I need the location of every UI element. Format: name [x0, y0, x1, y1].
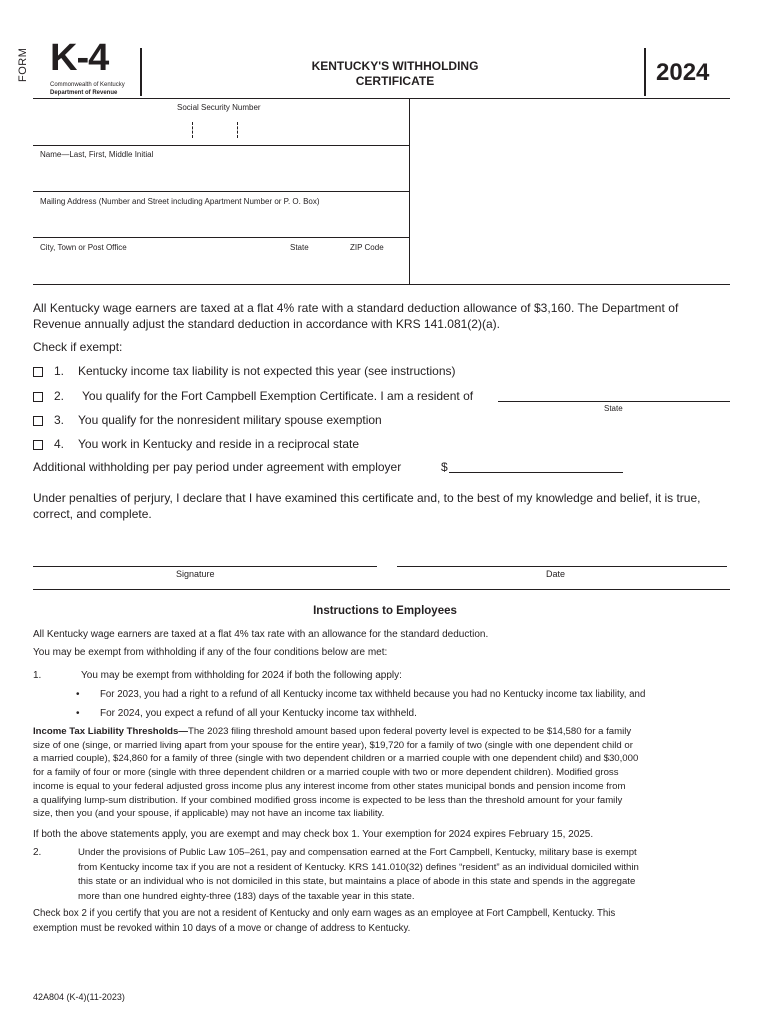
- signature-input[interactable]: [33, 546, 377, 567]
- state-label: State: [290, 243, 309, 252]
- exemption-1-text: Kentucky income tax liability is not expected this year (see instructions): [78, 364, 456, 378]
- intro-line-1: All Kentucky wage earners are taxed at a flat 4% rate with a standard deduction allowance of $3,160. The Department of: [33, 301, 679, 315]
- certificate-title-line-2: CERTIFICATE: [355, 74, 435, 88]
- thresholds-line: size of one (singe, or married living apart from your spouse for the entire year), $19,720 for a family of two (single with one dependent child or: [33, 739, 633, 751]
- state-input[interactable]: [285, 255, 340, 283]
- thresholds-line: income is equal to your federal adjusted gross income plus any interest income from other states municipal bonds and pension income from: [33, 780, 626, 792]
- agency-line-2: Department of Revenue: [50, 90, 118, 96]
- check-box-2-line-1: Check box 2 if you certify that you are not a resident of Kentucky and only earn wages as an employee at Fort Campbell, Kentucky. This: [33, 908, 616, 919]
- exemption-1-number: 1.: [54, 364, 65, 378]
- item-2-line: more than one hundred eighty-three (183) days of the taxable year in this state.: [78, 890, 415, 902]
- date-label: Date: [546, 569, 566, 579]
- form-label: FORM: [17, 47, 29, 82]
- certificate-title-line-1: KENTUCKY'S WITHHOLDING: [311, 59, 479, 73]
- zip-label: ZIP Code: [350, 243, 384, 252]
- item-2-line: Under the provisions of Public Law 105–261, pay and compensation earned at the Fort Campbell, Kentucky, military base is exempt: [78, 847, 637, 858]
- bullet-2-marker: •: [76, 708, 80, 719]
- exemption-4-text: You work in Kentucky and reside in a reciprocal state: [78, 437, 360, 451]
- check-box-2-para: [33, 907, 615, 936]
- exemption-2-text: You qualify for the Fort Campbell Exemption Certificate. I am a resident of: [82, 389, 474, 403]
- bullet-1-marker: •: [76, 689, 80, 700]
- field-box-right-border: [409, 98, 410, 284]
- thresholds-block: [33, 725, 733, 821]
- bullet-1-text: For 2023, you had a right to a refund of all Kentucky income tax withheld because you had no Kentucky income tax liability, and: [100, 689, 646, 700]
- exemption-3-number: 3.: [54, 413, 65, 427]
- form-year: 2024: [656, 59, 710, 86]
- additional-withholding-label: Additional withholding per pay period under agreement with employer: [33, 460, 402, 474]
- exemption-2-checkbox[interactable]: [33, 392, 43, 402]
- header-divider-left: [140, 48, 142, 96]
- ssn-separator-2: [237, 122, 238, 138]
- perjury-line-2: correct, and complete.: [33, 507, 152, 521]
- ssn-label: Social Security Number: [177, 103, 261, 112]
- instructions-para-1: All Kentucky wage earners are taxed at a flat 4% tax rate with an allowance for the standard deduction.: [33, 629, 489, 640]
- date-input[interactable]: [397, 546, 727, 567]
- item-1-text: You may be exempt from withholding for 2024 if both the following apply:: [81, 670, 402, 681]
- additional-withholding-input[interactable]: [449, 460, 623, 473]
- resident-state-input[interactable]: [498, 388, 730, 402]
- rule-instructions-top: [33, 589, 730, 590]
- rule-top: [33, 98, 730, 99]
- rule-address: [33, 237, 409, 238]
- rule-ssn: [33, 145, 409, 146]
- city-label: City, Town or Post Office: [40, 243, 127, 252]
- thresholds-heading: Income Tax Liability Thresholds—: [33, 726, 188, 737]
- form-number: K-4: [50, 37, 109, 79]
- name-input[interactable]: [36, 162, 406, 190]
- form-code: 42A804 (K-4)(11-2023): [33, 992, 125, 1002]
- zip-input[interactable]: [345, 255, 405, 283]
- item-2-line: this state or an individual who is not domiciled in this state, but maintains a place of abode in this state and spends in the aggregate: [78, 876, 636, 887]
- signature-label: Signature: [176, 569, 215, 579]
- both-statements-para: If both the above statements apply, you are exempt and may check box 1. Your exemption for 2024 expires February 15, 2025.: [33, 829, 594, 840]
- ssn-separator-1: [192, 122, 193, 138]
- agency-line-1: Commonwealth of Kentucky: [50, 82, 125, 88]
- item-2-block: [78, 846, 738, 904]
- resident-state-caption: State: [604, 404, 623, 413]
- exemption-2-number: 2.: [54, 389, 65, 403]
- item-2-line: from Kentucky income tax if you are not a resident of Kentucky. KRS 141.010(32) defines “resident” as an individual domiciled within: [78, 861, 639, 873]
- ssn-input[interactable]: [150, 118, 270, 142]
- header-divider-right: [644, 48, 646, 96]
- exemption-3-text: You qualify for the nonresident military spouse exemption: [78, 413, 382, 427]
- instructions-para-2: You may be exempt from withholding if any of the four conditions below are met:: [33, 647, 388, 658]
- thresholds-line: for a family of four or more (single with three dependent children or a married couple with two or more dependent children). Modified gross: [33, 767, 619, 779]
- thresholds-line: The 2023 filing threshold amount based upon federal poverty level is expected to be $14,580 for a family: [187, 726, 632, 737]
- dollar-sign: $: [441, 460, 448, 474]
- check-if-exempt-label: Check if exempt:: [33, 340, 123, 354]
- thresholds-line: size, then you (and your spouse, if applicable) may not have an income tax liability.: [33, 808, 385, 820]
- rule-field-box-bottom: [33, 284, 730, 285]
- item-1-number: 1.: [33, 670, 42, 681]
- exemption-1-checkbox[interactable]: [33, 367, 43, 377]
- exemption-4-number: 4.: [54, 437, 65, 451]
- perjury-line-1: Under penalties of perjury, I declare that I have examined this certificate and, to the best of my knowledge and belief, it is true,: [33, 491, 701, 505]
- thresholds-line: a married couple), $24,860 for a family of three (single with two dependent children or a married couple with one dependent child) and $30,000: [33, 753, 639, 765]
- exemption-4-checkbox[interactable]: [33, 440, 43, 450]
- intro-line-2: Revenue annually adjust the standard deduction in accordance with KRS 141.081(2)(a).: [33, 317, 500, 331]
- thresholds-line: a qualifying lump-sum distribution. If your combined modified gross income is expected to be less than the threshold amount for your family: [33, 794, 623, 806]
- bullet-2-text: For 2024, you expect a refund of all your Kentucky income tax withheld.: [100, 708, 417, 719]
- address-input[interactable]: [36, 209, 406, 236]
- address-label: Mailing Address (Number and Street including Apartment Number or P. O. Box): [40, 197, 320, 206]
- item-2-number: 2.: [33, 847, 42, 858]
- instructions-heading: Instructions to Employees: [313, 605, 457, 617]
- check-box-2-line-2: exemption must be revoked within 10 days of a move or change of address to Kentucky.: [33, 922, 411, 934]
- rule-name: [33, 191, 409, 192]
- city-input[interactable]: [36, 255, 276, 283]
- exemption-3-checkbox[interactable]: [33, 416, 43, 426]
- name-label: Name—Last, First, Middle Initial: [40, 150, 154, 159]
